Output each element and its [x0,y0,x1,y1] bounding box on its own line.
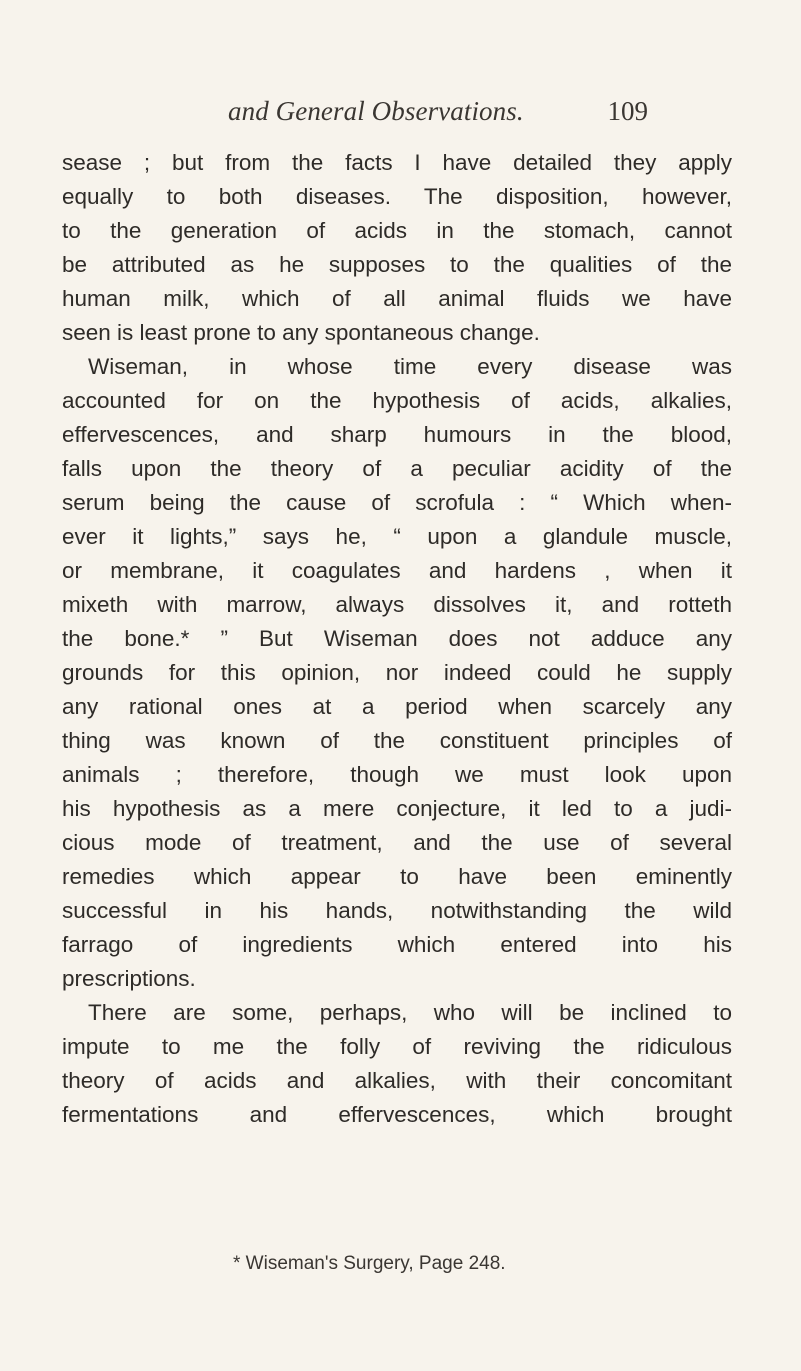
text-line: prescriptions. [62,966,196,991]
running-head: and General Observations. [228,96,524,126]
text-line: grounds for this opinion, nor indeed could he supply [62,660,732,685]
text-line: effervescences, and sharp humours in the blood, [62,422,732,447]
text-line: fermentations and effervescences, which brought [62,1102,732,1127]
text-line: human milk, which of all animal fluids we have [62,286,732,311]
text-line: impute to me the folly of reviving the ridiculous [62,1034,732,1059]
page-number: 109 [607,96,648,126]
text-line: be attributed as he supposes to the qualities of the [62,252,732,277]
text-line: equally to both diseases. The disposition, however, [62,184,732,209]
text-line: animals ; therefore, though we must look upon [62,762,732,787]
footnote: * Wiseman's Surgery, Page 248. [233,1253,506,1274]
page-header [228,96,648,136]
text-line: farrago of ingredients which entered into his [62,932,732,957]
text-line: There are some, perhaps, who will be inclined to [88,1000,732,1025]
text-line: ever it lights,” says he, “ upon a glandule muscle, [62,524,732,549]
text-line: falls upon the theory of a peculiar acidity of the [62,456,732,481]
text-line: to the generation of acids in the stomach, cannot [62,218,732,243]
text-line: sease ; but from the facts I have detailed they apply [62,150,732,175]
text-line: theory of acids and alkalies, with their concomitant [62,1068,732,1093]
text-line: seen is least prone to any spontaneous change. [62,320,540,345]
text-line: his hypothesis as a mere conjecture, it led to a judi- [62,796,732,821]
text-line: thing was known of the constituent principles of [62,728,732,753]
text-line: cious mode of treatment, and the use of several [62,830,732,855]
text-line: serum being the cause of scrofula : “ Which when- [62,490,732,515]
text-line: or membrane, it coagulates and hardens , when it [62,558,732,583]
text-line: Wiseman, in whose time every disease was [88,354,732,379]
text-line: any rational ones at a period when scarcely any [62,694,732,719]
text-line: accounted for on the hypothesis of acids, alkalies, [62,388,732,413]
text-line: remedies which appear to have been eminently [62,864,732,889]
text-line: the bone.* ” But Wiseman does not adduce any [62,626,732,651]
text-line: mixeth with marrow, always dissolves it, and rotteth [62,592,732,617]
text-line: successful in his hands, notwithstanding the wild [62,898,732,923]
